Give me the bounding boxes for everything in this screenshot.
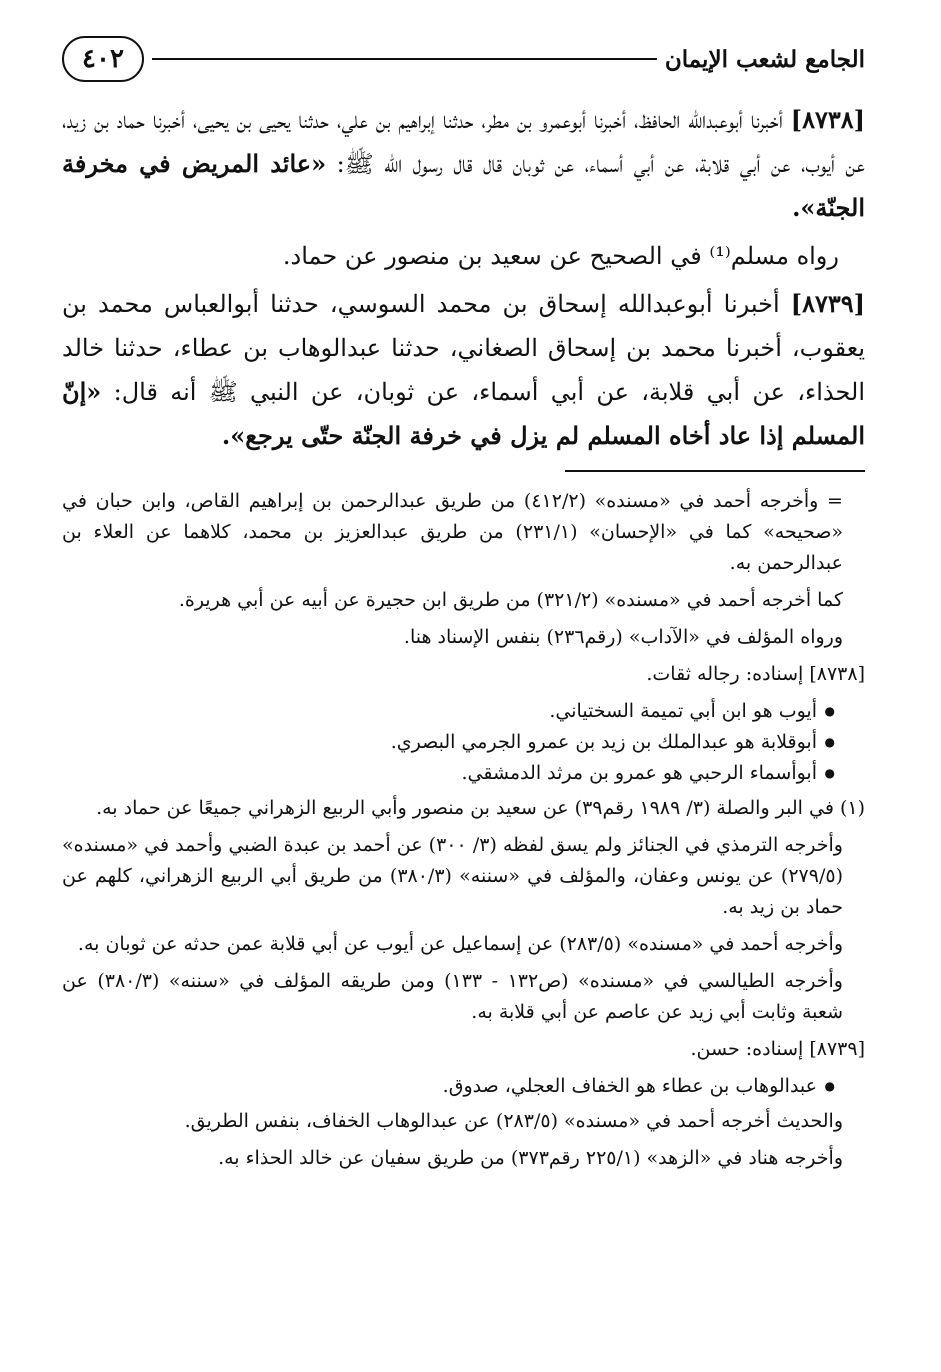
hadith-8739 xyxy=(62,282,865,458)
footnote-1: (١) في البر والصلة (٣/ ١٩٨٩ رقم٣٩) عن سعيد بن منصور وأبي الربيع الزهراني جميعًا عن حماد به. xyxy=(96,797,865,819)
footnote-continuation: كما أخرجه أحمد في «مسنده» (٣٢١/٢) من طريق ابن حجيرة عن أبيه عن أبي هريرة. xyxy=(178,589,843,611)
hadith-quote: «إنّ المسلم إذا عاد أخاه المسلم لم يزل في خرفة الجنّة حتّى يرجع». xyxy=(62,377,865,450)
hadith-number: [٨٧٣٨] xyxy=(790,105,865,134)
page-number: ٤٠٢ xyxy=(62,36,144,82)
page-header xyxy=(62,34,865,84)
hadith-quote: «عائد المريض في مخرفة الجنّة». xyxy=(62,149,865,222)
footnote-continuation: ورواه المؤلف في «الآداب» (رقم٢٣٦) بنفس الإسناد هنا. xyxy=(403,626,843,648)
list-item: ● عبدالوهاب بن عطاء هو الخفاف العجلي، صدوق. xyxy=(62,1071,835,1102)
footnote-paragraph: وأخرجه أحمد في «مسنده» (٢٨٣/٥) عن إسماعيل عن أيوب عن أبي قلابة عمن حدثه عن ثوبان به. xyxy=(77,933,843,955)
footnotes xyxy=(62,486,865,1174)
hadith-number: [٨٧٣٩] xyxy=(790,289,865,318)
footnote-paragraph: وأخرجه الترمذي في الجنائز ولم يسق لفظه (٣/ ٣٠٠) عن أحمد بن عبدة الضبي وأحمد في «مسنده» (٢٧٩/٥) عن يونس وعفان، والمؤلف في «سننه» (٣٨٠/٣) من طريق أبي الربيع الزهراني، كلهم عن حماد بن زيد به. xyxy=(62,834,843,918)
footnote-paragraph: وأخرجه هناد في «الزهد» (٢٢٥/١ رقم٣٧٣) من طريق سفيان عن خالد الحذاء به. xyxy=(218,1147,843,1169)
hadith-8738 xyxy=(62,98,865,230)
narration-line: رواه مسلم⁽¹⁾ في الصحيح عن سعيد بن منصور عن حماد. xyxy=(282,242,839,270)
header-rule xyxy=(152,58,657,60)
running-title: الجامع لشعب الإيمان xyxy=(664,45,865,73)
hadith-chain: أخبرنا أبوعبدالله الحافظ، أخبرنا أبوعمرو بن مطر، حدثنا إبراهيم بن علي، حدثنا يحيى بن يحيى، أخبرنا حماد بن زيد، عن أيوب، عن أبي قلابة، عن أبي أسماء، عن ثوبان قال قال رسول الله ﷺ: xyxy=(62,106,865,178)
isnad-8739: [٨٧٣٩] إسناده: حسن. xyxy=(690,1038,865,1060)
footnote-continuation: = وأخرجه أحمد في «مسنده» (٤١٢/٢) من طريق عبدالرحمن بن إبراهيم القاص، وابن حبان في «صحيحه» كما في «الإحسان» (٢٣١/١) من طريق عبدالعزيز بن محمد، كلاهما عن العلاء بن عبدالرحمن به. xyxy=(62,490,843,574)
footnote-paragraph: والحديث أخرجه أحمد في «مسنده» (٢٨٣/٥) عن عبدالوهاب الخفاف، بنفس الطريق. xyxy=(184,1110,843,1132)
list-item: ● أبوأسماء الرحبي هو عمرو بن مرثد الدمشقي. xyxy=(62,758,835,789)
narrator-list-8739 xyxy=(62,1071,865,1102)
main-text xyxy=(62,98,865,458)
footnote-separator xyxy=(565,470,865,472)
list-item: ● أبوقلابة هو عبدالملك بن زيد بن عمرو الجرمي البصري. xyxy=(62,727,835,758)
isnad-8738: [٨٧٣٨] إسناده: رجاله ثقات. xyxy=(646,663,865,685)
footnote-paragraph: وأخرجه الطيالسي في «مسنده» (ص١٣٢ - ١٣٣) ومن طريقه المؤلف في «سننه» (٣٨٠/٣) عن شعبة وثابت أبي زيد عن عاصم عن أبي قلابة به. xyxy=(62,970,843,1023)
list-item: ● أيوب هو ابن أبي تميمة السختياني. xyxy=(62,696,835,727)
hadith-chain: أخبرنا أبوعبدالله إسحاق بن محمد السوسي، حدثنا أبوالعباس محمد بن يعقوب، أخبرنا محمد بن إسحاق الصغاني، حدثنا عبدالوهاب بن عطاء، حدثنا خالد الحذاء، عن أبي قلابة، عن أبي أسماء، عن ثوبان، عن النبي ﷺ أنه قال: xyxy=(62,290,865,406)
narrator-list-8738 xyxy=(62,696,865,789)
